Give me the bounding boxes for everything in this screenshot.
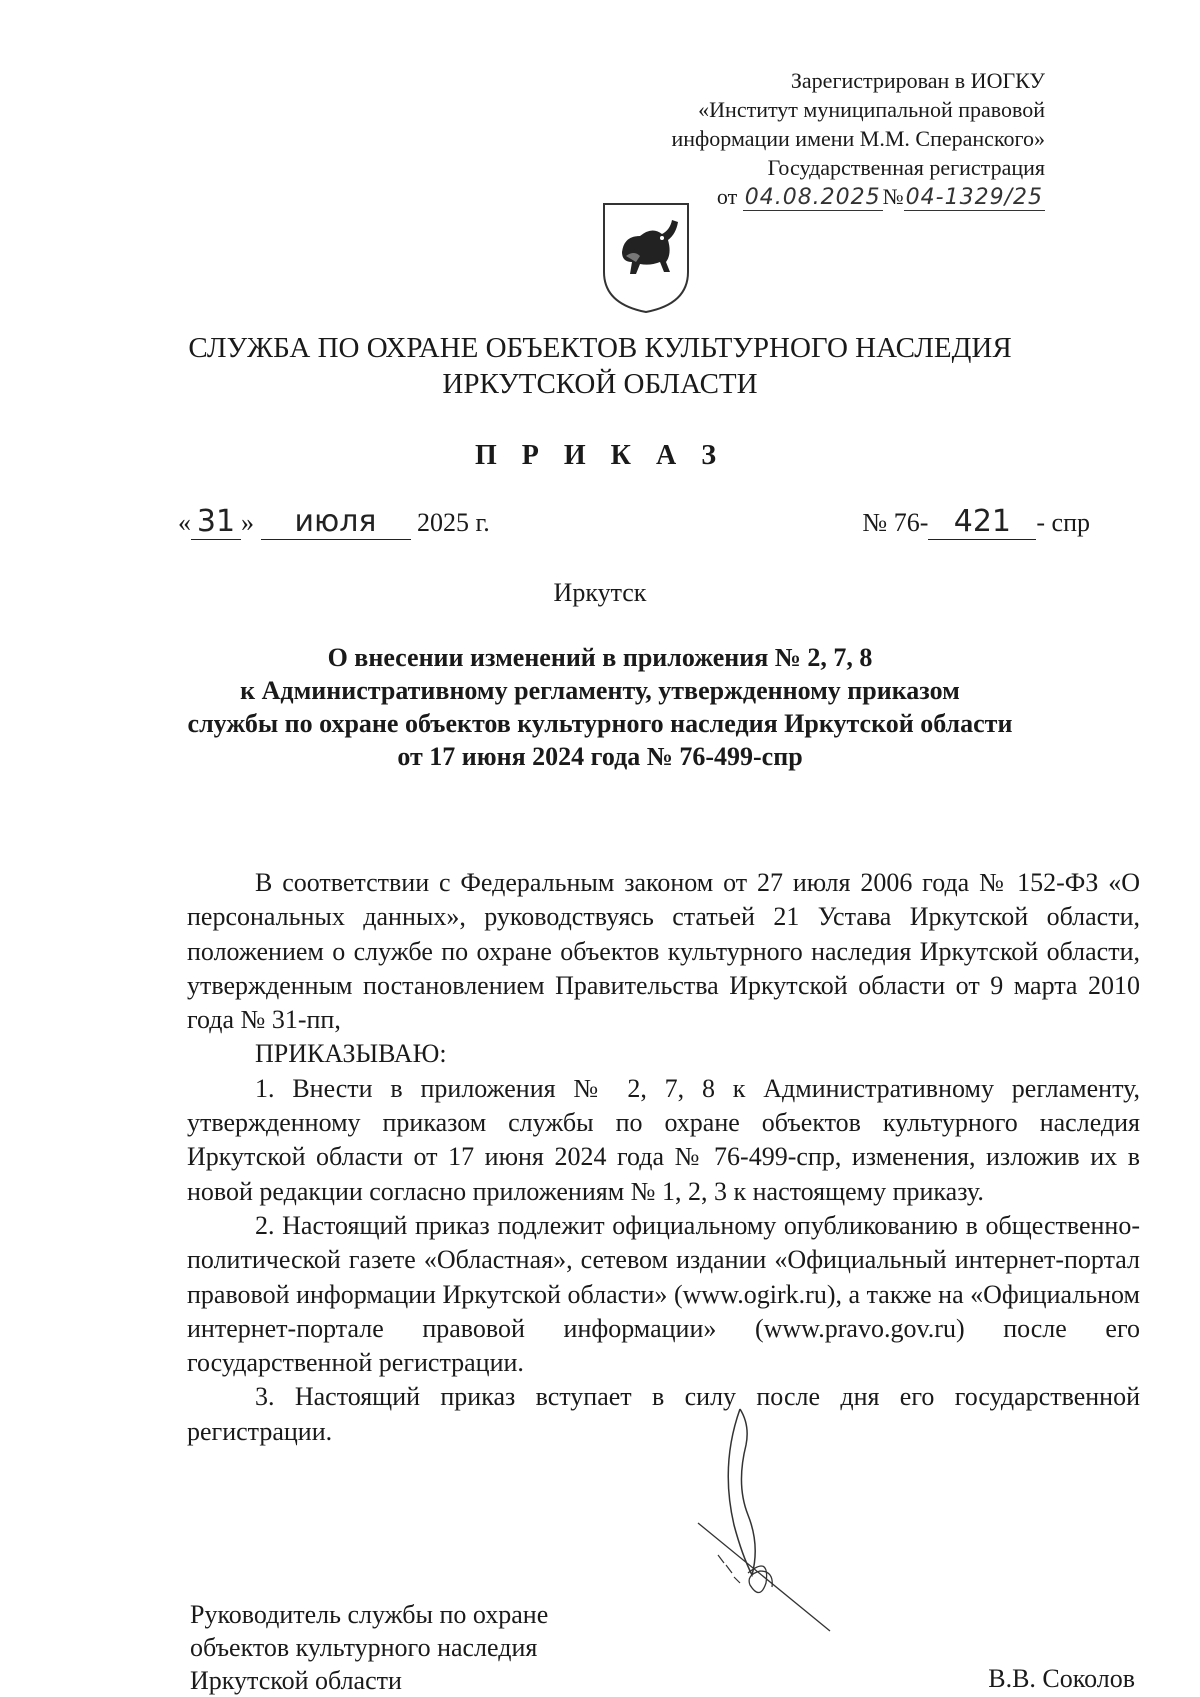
registration-date-number	[671, 182, 1045, 212]
decree-word: ПРИКАЗЫВАЮ:	[255, 1039, 447, 1069]
registration-from-label: от	[716, 184, 738, 209]
order-title: П Р И К А З	[475, 440, 725, 471]
signer-position	[190, 1598, 548, 1697]
registration-line: Зарегистрирован в ИОГКУ	[790, 68, 1045, 93]
item-1-paragraph: 1. Внести в приложения № 2, 7, 8 к Административному регламенту, утвержденному приказом службы по охране объектов культурного наследия Иркутской области от 17 июня 2024 года № 76-499-спр, изменения, изложив их в новой редакции согласно приложениям № 1, 2, 3 к настоящему приказу.	[187, 1073, 1140, 1206]
item-2-paragraph: 2. Настоящий приказ подлежит официальному опубликованию в общественно-политической газете «Областная», сетевом издании «Официальный интернет-портал правовой информации Иркутской области» (www.ogirk.ru), а также на «Официальном интернет-портале правовой информации» (www.pravo.gov.ru) после его государственной регистрации.	[187, 1210, 1140, 1378]
signer-line: Иркутской области	[190, 1666, 402, 1695]
city: Иркутск	[553, 578, 647, 607]
signer-line: объектов культурного наследия	[190, 1633, 538, 1662]
order-month: июля	[261, 504, 411, 540]
preamble-paragraph: В соответствии с Федеральным законом от 27 июля 2006 года № 152-ФЗ «О персональных данных», руководствуясь статьей 21 Устава Иркутской области, положением о службе по охране объектов культурного наследия Иркутской области, утвержденным постановлением Правительства Иркутской области от 9 марта 2010 года № 31-пп,	[187, 868, 1140, 1035]
subject-line: от 17 июня 2024 года № 76-499-спр	[397, 742, 803, 771]
order-subject	[150, 641, 1050, 773]
agency-name-line: ИРКУТСКОЙ ОБЛАСТИ	[442, 368, 758, 400]
order-number-prefix: № 76-	[862, 508, 929, 537]
order-date	[178, 504, 490, 540]
registration-number: 04-1329/25	[905, 185, 1043, 210]
signer-line: Руководитель службы по охране	[190, 1600, 549, 1629]
registration-date: 04.08.2025	[744, 185, 881, 210]
agency-name-line: СЛУЖБА ПО ОХРАНЕ ОБЪЕКТОВ КУЛЬТУРНОГО НАСЛЕДИЯ	[188, 332, 1012, 364]
coat-of-arms-emblem	[600, 200, 692, 320]
registration-line: Государственная регистрация	[767, 155, 1045, 180]
order-day: 31	[191, 504, 241, 540]
agency-name	[0, 330, 1200, 402]
order-number-value: 421	[928, 504, 1036, 540]
date-open-quote: «	[178, 508, 191, 537]
order-number-suffix: - спр	[1036, 508, 1090, 537]
date-close-quote: »	[241, 508, 254, 537]
item-3-paragraph: 3. Настоящий приказ вступает в силу после дня его государственной регистрации.	[187, 1382, 1140, 1446]
subject-line: службы по охране объектов культурного наследия Иркутской области	[187, 709, 1013, 738]
registration-line: «Институт муниципальной правовой	[698, 97, 1045, 122]
registration-number-sign: №	[882, 184, 904, 209]
subject-line: к Административному регламенту, утвержденному приказом	[240, 676, 960, 705]
handwritten-signature	[690, 1405, 840, 1640]
order-year: 2025 г.	[417, 508, 490, 537]
registration-stamp	[671, 66, 1045, 212]
order-number	[862, 504, 1090, 540]
order-body	[187, 866, 1140, 1449]
registration-line: информации имени М.М. Сперанского»	[671, 126, 1045, 151]
subject-line: О внесении изменений в приложения № 2, 7, 8	[327, 643, 873, 672]
signer-name: В.В. Соколов	[988, 1664, 1135, 1693]
